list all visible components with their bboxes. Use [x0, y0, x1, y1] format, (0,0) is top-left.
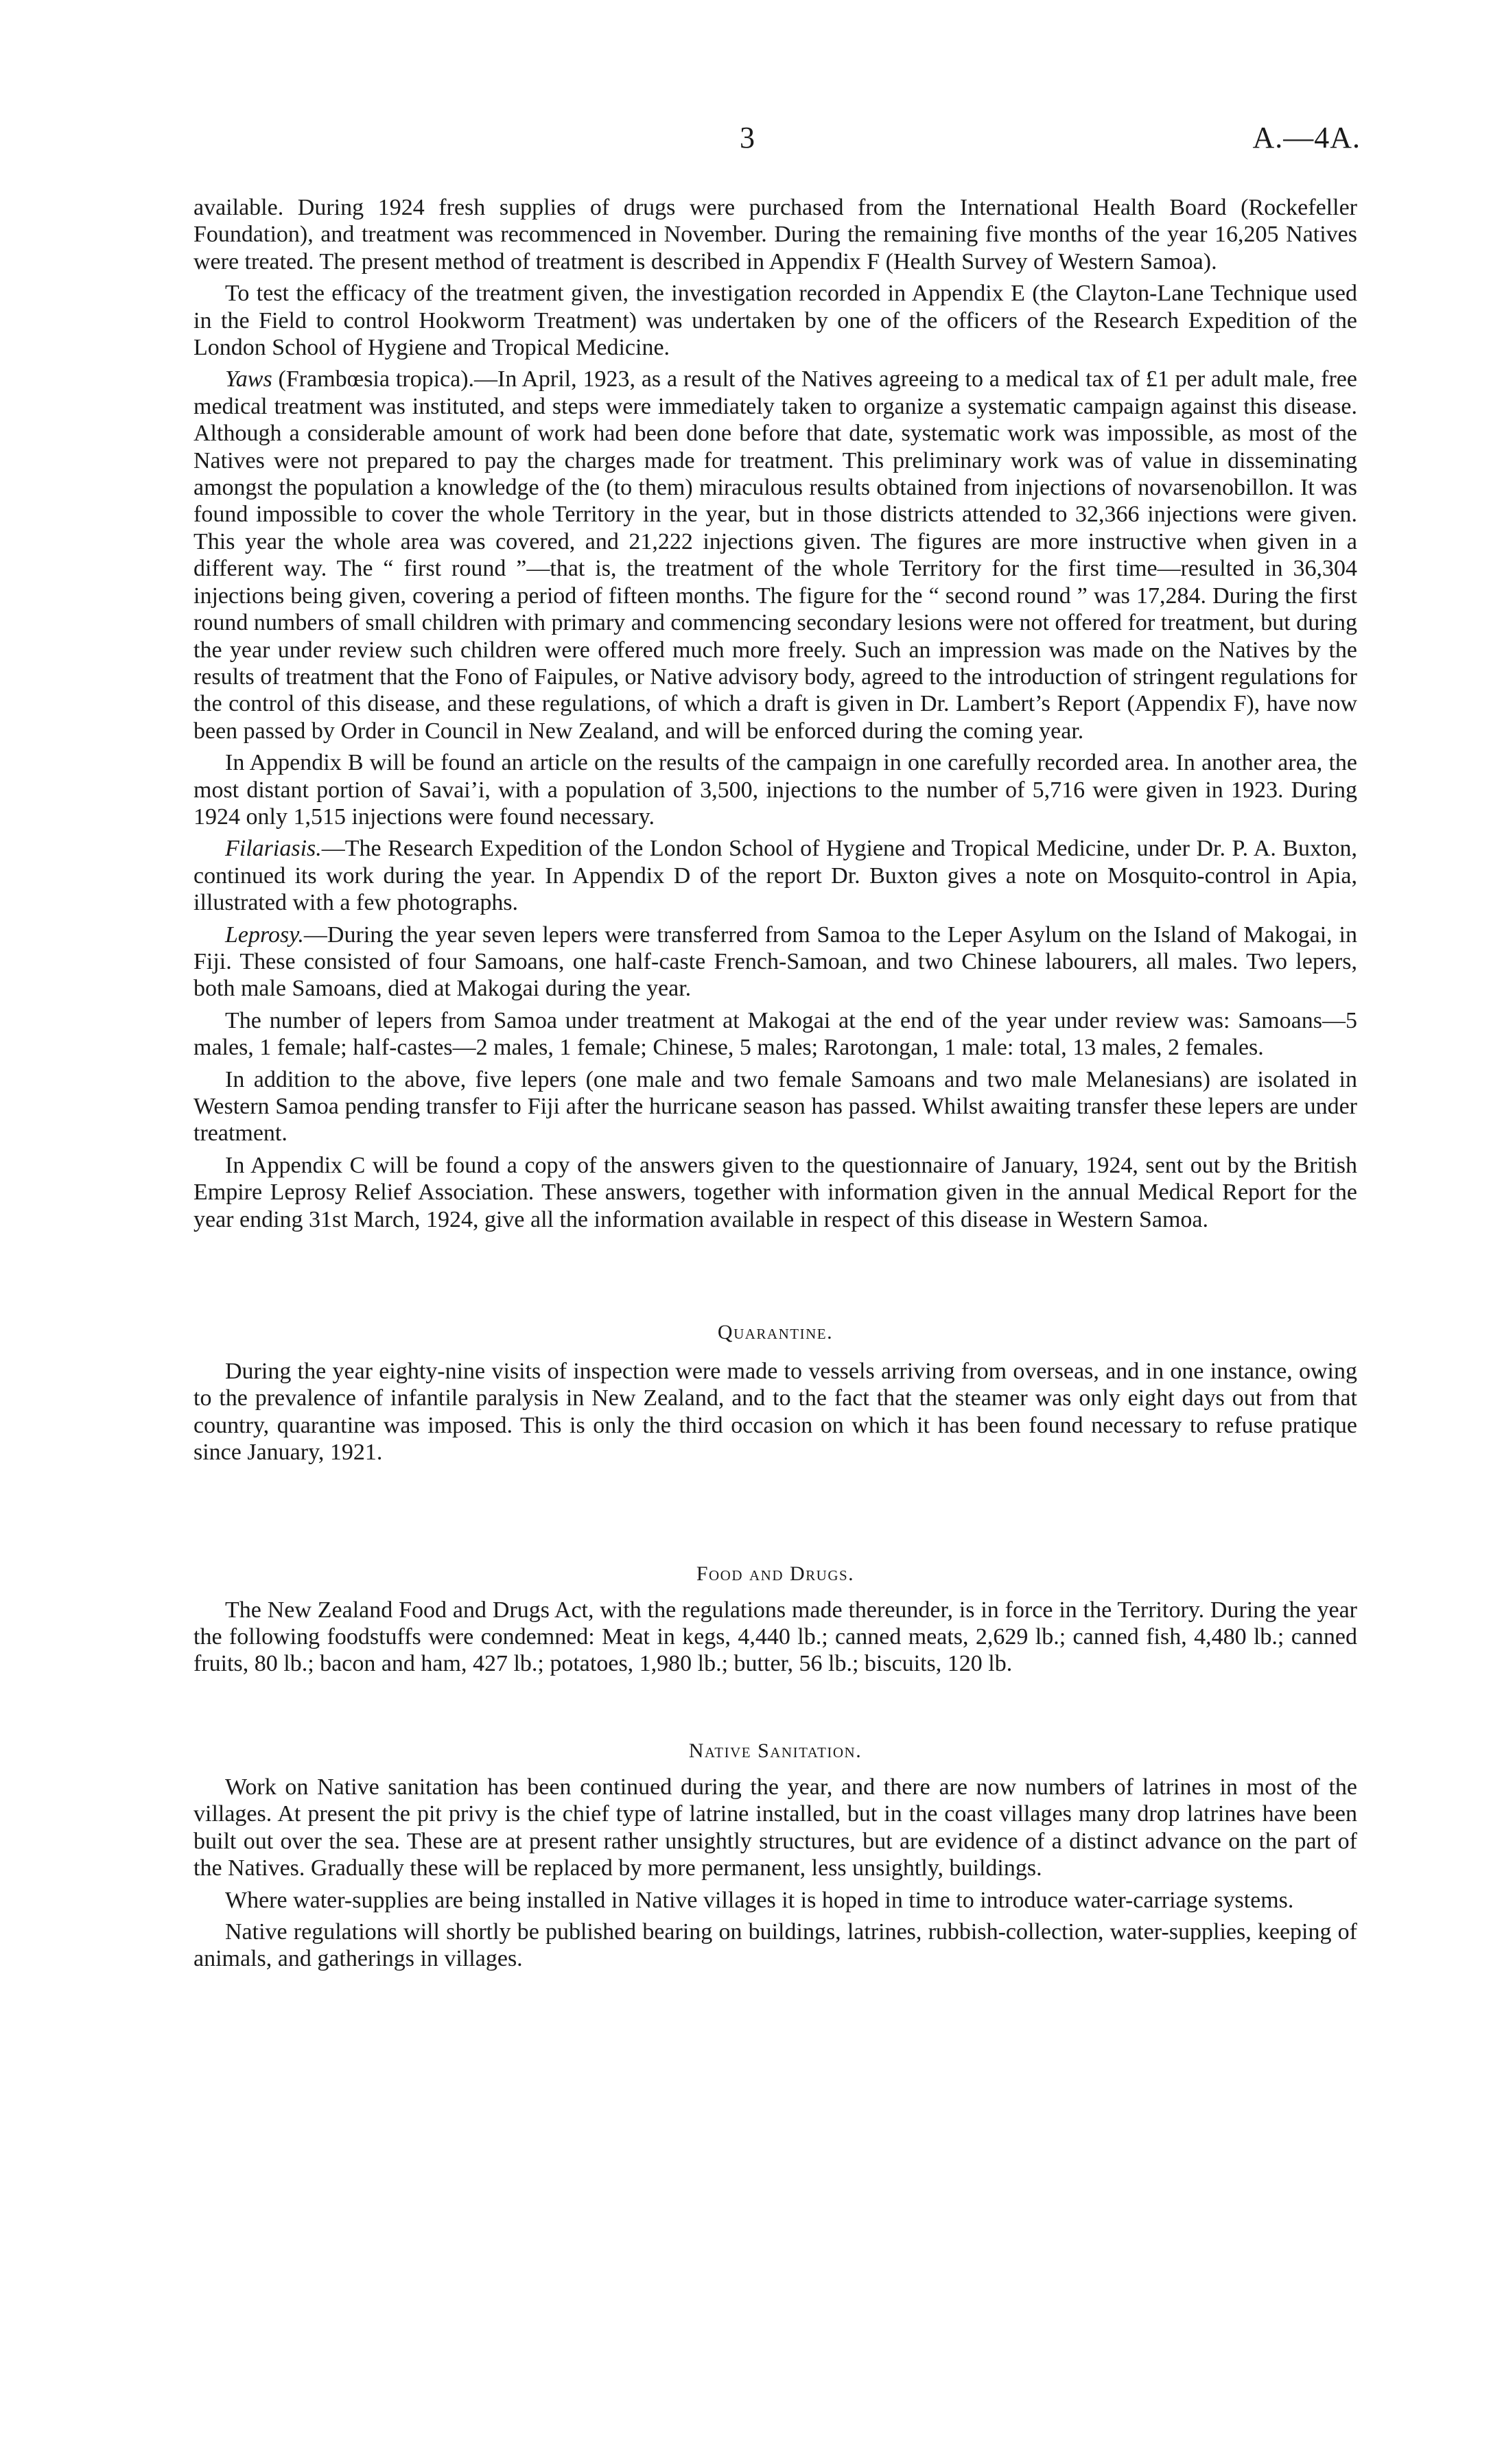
filariasis-text: —The Research Expedition of the London School of Hygiene and Tropical Medicine, under Dr. P. A. Buxton, continued its work during the year. In Appendix D of the report Dr. Buxton gives a note on Mosquito-control in Apia, illustrated with a few photographs. — [193, 836, 1357, 916]
yaws-appendix-b-paragraph: In Appendix B will be found an article on the results of the campaign in one carefully recorded area. In another area, the most distant portion of Savai’i, with a population of 3,500, injections to the number of 5,716 were given in 1923. During 1924 only 1,515 injections were found necessary. — [193, 750, 1357, 830]
hookworm-continuation-paragraph: available. During 1924 fresh supplies of drugs were purchased from the International Health Board (Rockefeller Foundation), and treatment was recommenced in November. During the remaining five months of the year 16,205 Natives were treated. The present method of treatment is described in Appendix F (Health Survey of Western Samoa). — [193, 195, 1357, 274]
sanitation-paragraph-2: Where water-supplies are being installed in Native villages it is hoped in time to introduce water-carriage systems. — [225, 1887, 1294, 1913]
document-reference: A.—4A. — [1252, 121, 1361, 154]
yaws-heading: Yaws — [225, 366, 272, 392]
yaws-paragraph — [193, 366, 1357, 744]
yaws-text: (Frambœsia tropica).—In April, 1923, as a result of the Natives agreeing to a medical tax of £1 per adult male, free medical treatment was instituted, and steps were immediately taken to organize a systematic campaign against this disease. Although a considerable amount of work had been done before that date, systematic work was impossible, as most of the Natives were not prepared to pay the charges made for treatment. This preliminary work was of value in disseminating amongst the population a knowledge of the (to them) miraculous results obtained from injections of novarsenobillon. It was found impossible to cover the whole Territory in the year, but in those districts attended to 32,366 injections were given. This year the whole area was covered, and 21,222 injections given. The figures are more instructive when given in a different way. The “ first round ”—that is, the treatment of the whole Territory for the first time—resulted in 36,304 injections being given, covering a period of fifteen months. The figure for the “ second round ” was 17,284. During the first round numbers of small children with primary and commencing secondary lesions were not offered for treatment, but during the year under review such children were offered much more freely. Such an impression was made on the Natives by the results of treatment that the Fono of Faipules, or Native advisory body, agreed to the introduction of stringent regulations for the control of this disease, and these regulations, of which a draft is given in Dr. Lambert’s Report (Appendix F), have now been passed by Order in Council in New Zealand, and will be enforced during the coming year. — [193, 366, 1357, 744]
leprosy-isolated-paragraph: In addition to the above, five lepers (one male and two female Samoans and two male Melanesians) are isolated in Western Samoa pending transfer to Fiji after the hurricane season has passed. Whilst awaiting transfer these lepers are under treatment. — [193, 1066, 1357, 1147]
page-body — [193, 194, 1357, 1978]
hookworm-test-paragraph: To test the efficacy of the treatment given, the investigation recorded in Appendix E (the Clayton-Lane Technique used in the Field to control Hookworm Treatment) was undertaken by one of the officers of the Research Expedition of the London School of Hygiene and Tropical Medicine. — [193, 281, 1357, 361]
leprosy-appendix-c-paragraph: In Appendix C will be found a copy of the answers given to the questionnaire of January, 1924, sent out by the British Empire Leprosy Relief Association. These answers, together with information given in the annual Medical Report for the year ending 31st March, 1924, give all the information available in respect of this disease in Western Samoa. — [193, 1152, 1357, 1232]
food-drugs-heading: Food and Drugs. — [696, 1562, 855, 1585]
leprosy-paragraph — [193, 922, 1357, 1002]
sanitation-paragraph-3: Native regulations will shortly be published bearing on buildings, latrines, rubbish-collection, water-supplies, keeping of animals, and gatherings in villages. — [193, 1919, 1357, 1972]
page-header — [0, 120, 1491, 161]
food-drugs-paragraph: The New Zealand Food and Drugs Act, with the regulations made thereunder, is in force in the Territory. During the year the following foodstuffs were condemned: Meat in kegs, 4,440 lb.; canned meats, 2,629 lb.; canned fish, 4,480 lb.; canned fruits, 80 lb.; bacon and ham, 427 lb.; potatoes, 1,980 lb.; butter, 56 lb.; biscuits, 120 lb. — [193, 1597, 1357, 1677]
filariasis-heading: Filariasis. — [225, 836, 322, 862]
leprosy-text: —During the year seven lepers were transferred from Samoa to the Leper Asylum on the Island of Makogai, in Fiji. These consisted of four Samoans, one half-caste French-Samoan, and two Chinese labourers, all males. Two lepers, both male Samoans, died at Makogai during the year. — [193, 922, 1357, 1002]
filariasis-paragraph — [193, 835, 1357, 916]
quarantine-paragraph: During the year eighty-nine visits of inspection were made to vessels arriving from overseas, and in one instance, owing to the prevalence of infantile paralysis in New Zealand, and to the fact that the steamer was only eight days out from that country, quarantine was imposed. This is only the third occasion on which it has been found necessary to refuse pratique since January, 1921. — [193, 1359, 1357, 1466]
quarantine-heading: Quarantine. — [717, 1321, 834, 1344]
leprosy-numbers-paragraph: The number of lepers from Samoa under treatment at Makogai at the end of the year under review was: Samoans—5 males, 1 female; half-castes—2 males, 1 female; Chinese, 5 males; Rarotongan, 1 male: total, 13 males, 2 females. — [193, 1007, 1357, 1061]
sanitation-paragraph-1: Work on Native sanitation has been continued during the year, and there are now numbers of latrines in most of the villages. At present the pit privy is the chief type of latrine installed, but in the coast villages many drop latrines have been built out over the sea. These are at present rather unsightly structures, but are evidence of a distinct advance on the part of the Natives. Gradually these will be replaced by more permanent, less unsightly, buildings. — [193, 1774, 1357, 1881]
native-sanitation-heading: Native Sanitation. — [688, 1739, 862, 1762]
page-number: 3 — [740, 121, 755, 154]
leprosy-heading: Leprosy. — [225, 922, 304, 948]
